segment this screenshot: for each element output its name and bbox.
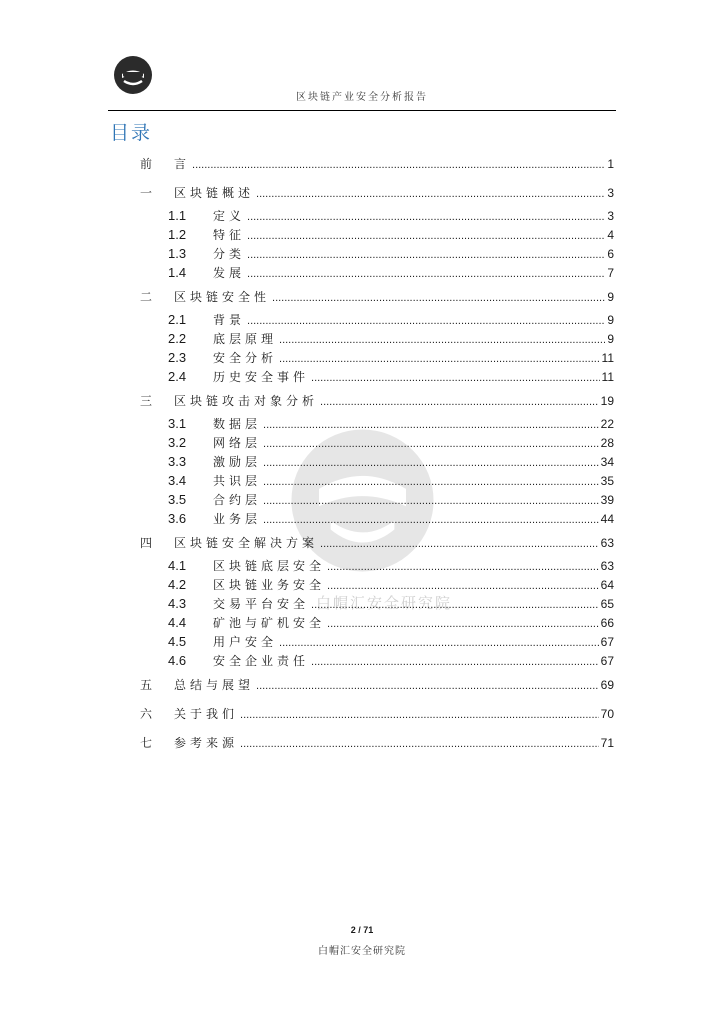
toc-entry-title: 言 — [174, 157, 191, 171]
dot-leader — [256, 677, 599, 695]
toc-heading: 目录 — [110, 122, 153, 144]
toc-entry[interactable] — [168, 453, 614, 471]
dot-leader — [279, 634, 599, 652]
toc-entry-page: 22 — [600, 417, 614, 431]
dot-leader — [327, 558, 599, 576]
toc-entry-number: 4.3 — [168, 596, 187, 611]
dot-leader — [263, 511, 599, 529]
toc-entry-title: 历史安全事件 — [213, 370, 310, 384]
toc-entry-number: 3.3 — [168, 454, 187, 469]
toc-entry-number: 4.5 — [168, 634, 187, 649]
toc-entry[interactable] — [168, 633, 614, 651]
toc-entry-page: 9 — [607, 313, 614, 327]
dot-leader — [311, 596, 599, 614]
toc-entry-page: 9 — [607, 290, 614, 304]
toc-entry-title: 区块链底层安全 — [213, 559, 326, 573]
toc-entry[interactable] — [168, 576, 614, 594]
page-number: 2 / 71 — [350, 925, 374, 935]
toc-entry-title: 总结与展望 — [174, 678, 255, 692]
toc-entry[interactable] — [168, 491, 614, 509]
toc-entry-title: 安全企业责任 — [213, 654, 310, 668]
toc-entry-number: 1.3 — [168, 246, 187, 261]
toc-entry-page: 1 — [607, 157, 614, 171]
toc-entry-number: 一 — [140, 186, 153, 200]
toc-entry-page: 63 — [600, 559, 614, 573]
toc-entry-page: 35 — [600, 474, 614, 488]
dot-leader — [320, 393, 599, 411]
toc-entry[interactable] — [140, 155, 614, 173]
toc-entry[interactable] — [140, 676, 614, 694]
toc-entry-page: 63 — [600, 536, 614, 550]
toc-entry-number: 2.2 — [168, 331, 187, 346]
toc-entry-number: 4.6 — [168, 653, 187, 668]
toc-entry[interactable] — [140, 288, 614, 306]
toc-entry-number: 三 — [140, 394, 153, 408]
dot-leader — [256, 185, 605, 203]
dot-leader — [263, 492, 599, 510]
dot-leader — [247, 208, 605, 226]
footer-organization: 白帽汇安全研究院 — [318, 946, 406, 957]
toc-entry-number: 4.1 — [168, 558, 187, 573]
toc-entry[interactable] — [168, 207, 614, 225]
toc-entry[interactable] — [140, 705, 614, 723]
watermark-text: 白帽汇安全研究院 — [316, 594, 453, 612]
toc-entry-number: 七 — [140, 736, 153, 750]
toc-entry[interactable] — [168, 311, 614, 329]
toc-entry-number: 1.1 — [168, 208, 187, 223]
toc-entry-page: 3 — [607, 209, 614, 223]
toc-entry-title: 背景 — [213, 313, 246, 327]
toc-entry[interactable] — [168, 434, 614, 452]
dot-leader — [320, 535, 599, 553]
toc-entry-number: 3.4 — [168, 473, 187, 488]
toc-entry-page: 11 — [601, 351, 614, 365]
toc-entry[interactable] — [140, 392, 614, 410]
toc-entry[interactable] — [140, 534, 614, 552]
toc-entry-title: 合约层 — [213, 493, 262, 507]
toc-entry-title: 发展 — [213, 266, 246, 280]
toc-entry-title: 区块链安全解决方案 — [174, 536, 319, 550]
toc-entry-title: 区块链业务安全 — [213, 578, 326, 592]
toc-entry-page: 64 — [600, 578, 614, 592]
toc-entry-page: 66 — [600, 616, 614, 630]
toc-entry-number: 1.2 — [168, 227, 187, 242]
dot-leader — [247, 265, 605, 283]
toc-entry-number: 3.6 — [168, 511, 187, 526]
toc-entry-title: 定义 — [213, 209, 246, 223]
dot-leader — [279, 331, 605, 349]
toc-entry-number: 4.2 — [168, 577, 187, 592]
toc-entry-title: 关于我们 — [174, 707, 239, 721]
dot-leader — [327, 577, 599, 595]
toc-entry-number: 1.4 — [168, 265, 187, 280]
dot-leader — [263, 435, 599, 453]
toc-entry[interactable] — [168, 415, 614, 433]
toc-entry-page: 19 — [600, 394, 614, 408]
toc-entry-number: 四 — [140, 536, 153, 550]
toc-entry-title: 安全分析 — [213, 351, 278, 365]
toc-entry-page: 70 — [600, 707, 614, 721]
toc-entry-page: 4 — [607, 228, 614, 242]
toc-entry-page: 6 — [607, 247, 614, 261]
toc-entry-title: 激励层 — [213, 455, 262, 469]
toc-entry[interactable] — [168, 510, 614, 528]
toc-entry-title: 业务层 — [213, 512, 262, 526]
toc-entry-number: 3.1 — [168, 416, 187, 431]
toc-entry-title: 矿池与矿机安全 — [213, 616, 326, 630]
toc-entry-title: 区块链安全性 — [174, 290, 271, 304]
toc-entry-page: 11 — [601, 370, 614, 384]
dot-leader — [247, 312, 605, 330]
toc-entry-page: 67 — [600, 654, 614, 668]
toc-entry-title: 区块链概述 — [174, 186, 255, 200]
toc-entry-page: 34 — [600, 455, 614, 469]
dot-leader — [311, 653, 599, 671]
toc-entry-number: 2.4 — [168, 369, 187, 384]
toc-entry[interactable] — [140, 734, 614, 752]
dot-leader — [263, 416, 599, 434]
toc-entry[interactable] — [168, 226, 614, 244]
toc-entry-number: 前 — [140, 157, 153, 171]
toc-entry-title: 分类 — [213, 247, 246, 261]
toc-entry[interactable] — [168, 652, 614, 670]
toc-entry-title: 交易平台安全 — [213, 597, 310, 611]
toc-entry-page: 44 — [600, 512, 614, 526]
toc-entry[interactable] — [168, 472, 614, 490]
toc-entry[interactable] — [168, 614, 614, 632]
document-header-title: 区块链产业安全分析报告 — [296, 92, 428, 103]
toc-entry[interactable] — [168, 349, 614, 367]
toc-entry-title: 特征 — [213, 228, 246, 242]
toc-entry-page: 71 — [600, 736, 614, 750]
toc-entry-page: 9 — [607, 332, 614, 346]
toc-entry[interactable] — [168, 330, 614, 348]
dot-leader — [192, 156, 605, 174]
toc-entry[interactable] — [168, 264, 614, 282]
toc-entry[interactable] — [168, 368, 614, 386]
dot-leader — [311, 369, 600, 387]
toc-entry-number: 六 — [140, 707, 153, 721]
toc-entry-title: 参考来源 — [174, 736, 239, 750]
dot-leader — [272, 289, 605, 307]
dot-leader — [327, 615, 599, 633]
toc-entry-page: 39 — [600, 493, 614, 507]
toc-entry-title: 用户安全 — [213, 635, 278, 649]
toc-entry-number: 二 — [140, 290, 153, 304]
dot-leader — [240, 706, 599, 724]
toc-entry-number: 2.1 — [168, 312, 187, 327]
toc-entry-number: 2.3 — [168, 350, 187, 365]
dot-leader — [263, 454, 599, 472]
toc-entry-number: 3.5 — [168, 492, 187, 507]
toc-entry[interactable] — [168, 595, 614, 613]
toc-entry-title: 区块链攻击对象分析 — [174, 394, 319, 408]
dot-leader — [240, 735, 599, 753]
toc-entry-page: 65 — [600, 597, 614, 611]
toc-entry[interactable] — [168, 557, 614, 575]
toc-entry[interactable] — [140, 184, 614, 202]
toc-entry-page: 67 — [600, 635, 614, 649]
toc-entry-title: 底层原理 — [213, 332, 278, 346]
toc-entry-number: 五 — [140, 678, 153, 692]
toc-entry-page: 7 — [607, 266, 614, 280]
dot-leader — [279, 350, 600, 368]
toc-entry-page: 28 — [600, 436, 614, 450]
toc-entry-title: 网络层 — [213, 436, 262, 450]
dot-leader — [263, 473, 599, 491]
dot-leader — [247, 246, 605, 264]
dot-leader — [247, 227, 605, 245]
toc-entry-number: 3.2 — [168, 435, 187, 450]
toc-entry-page: 69 — [600, 678, 614, 692]
toc-entry[interactable] — [168, 245, 614, 263]
toc-entry-number: 4.4 — [168, 615, 187, 630]
toc-entry-title: 数据层 — [213, 417, 262, 431]
toc-entry-page: 3 — [607, 186, 614, 200]
toc-entry-title: 共识层 — [213, 474, 262, 488]
